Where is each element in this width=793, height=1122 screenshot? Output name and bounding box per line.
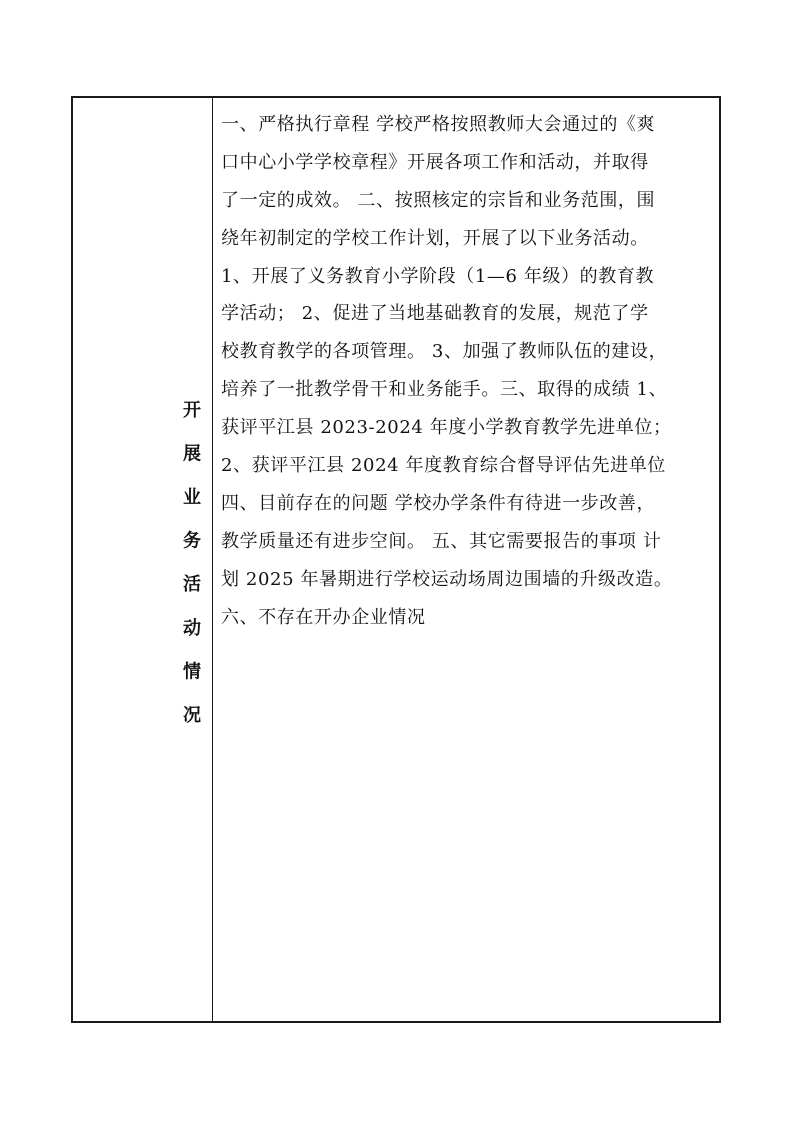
content-line: 学活动； 2、促进了当地基础教育的发展，规范了学 [221, 303, 649, 325]
content-line: 获评平江县 2023-2024 年度小学教育教学先进单位； [221, 417, 672, 439]
content-line: 口中心小学学校章程》开展各项工作和活动，并取得 [221, 151, 649, 173]
content-line: 绕年初制定的学校工作计划，开展了以下业务活动。 [221, 227, 649, 249]
content-line: 校教育教学的各项管理。 3、加强了教师队伍的建设， [221, 341, 668, 363]
content-line: 教学质量还有进步空间。 五、其它需要报告的事项 计 [221, 530, 662, 552]
section-label-cell [73, 98, 213, 1021]
content-line: 1、开展了义务教育小学阶段（1—6 年级）的教育教 [221, 265, 655, 287]
report-table [71, 96, 721, 1023]
section-content-cell [213, 98, 719, 1021]
content-line: 六、不存在开办企业情况 [221, 606, 426, 628]
content-line: 了一定的成效。 二、按照核定的宗旨和业务范围，围 [221, 189, 656, 211]
section-label: 开展业务活动情况 [180, 400, 201, 749]
content-line: 一、严格执行章程 学校严格按照教师大会通过的《爽 [221, 114, 656, 135]
content-line: 划 2025 年暑期进行学校运动场周边围墙的升级改造。 [221, 568, 673, 590]
content-line: 四、目前存在的问题 学校办学条件有待进一步改善， [221, 492, 656, 514]
content-line: 2、获评平江县 2024 年度教育综合督导评估先进单位 [221, 455, 666, 477]
content-line: 培养了一批教学骨干和业务能手。三、取得的成绩 1、 [221, 379, 668, 401]
